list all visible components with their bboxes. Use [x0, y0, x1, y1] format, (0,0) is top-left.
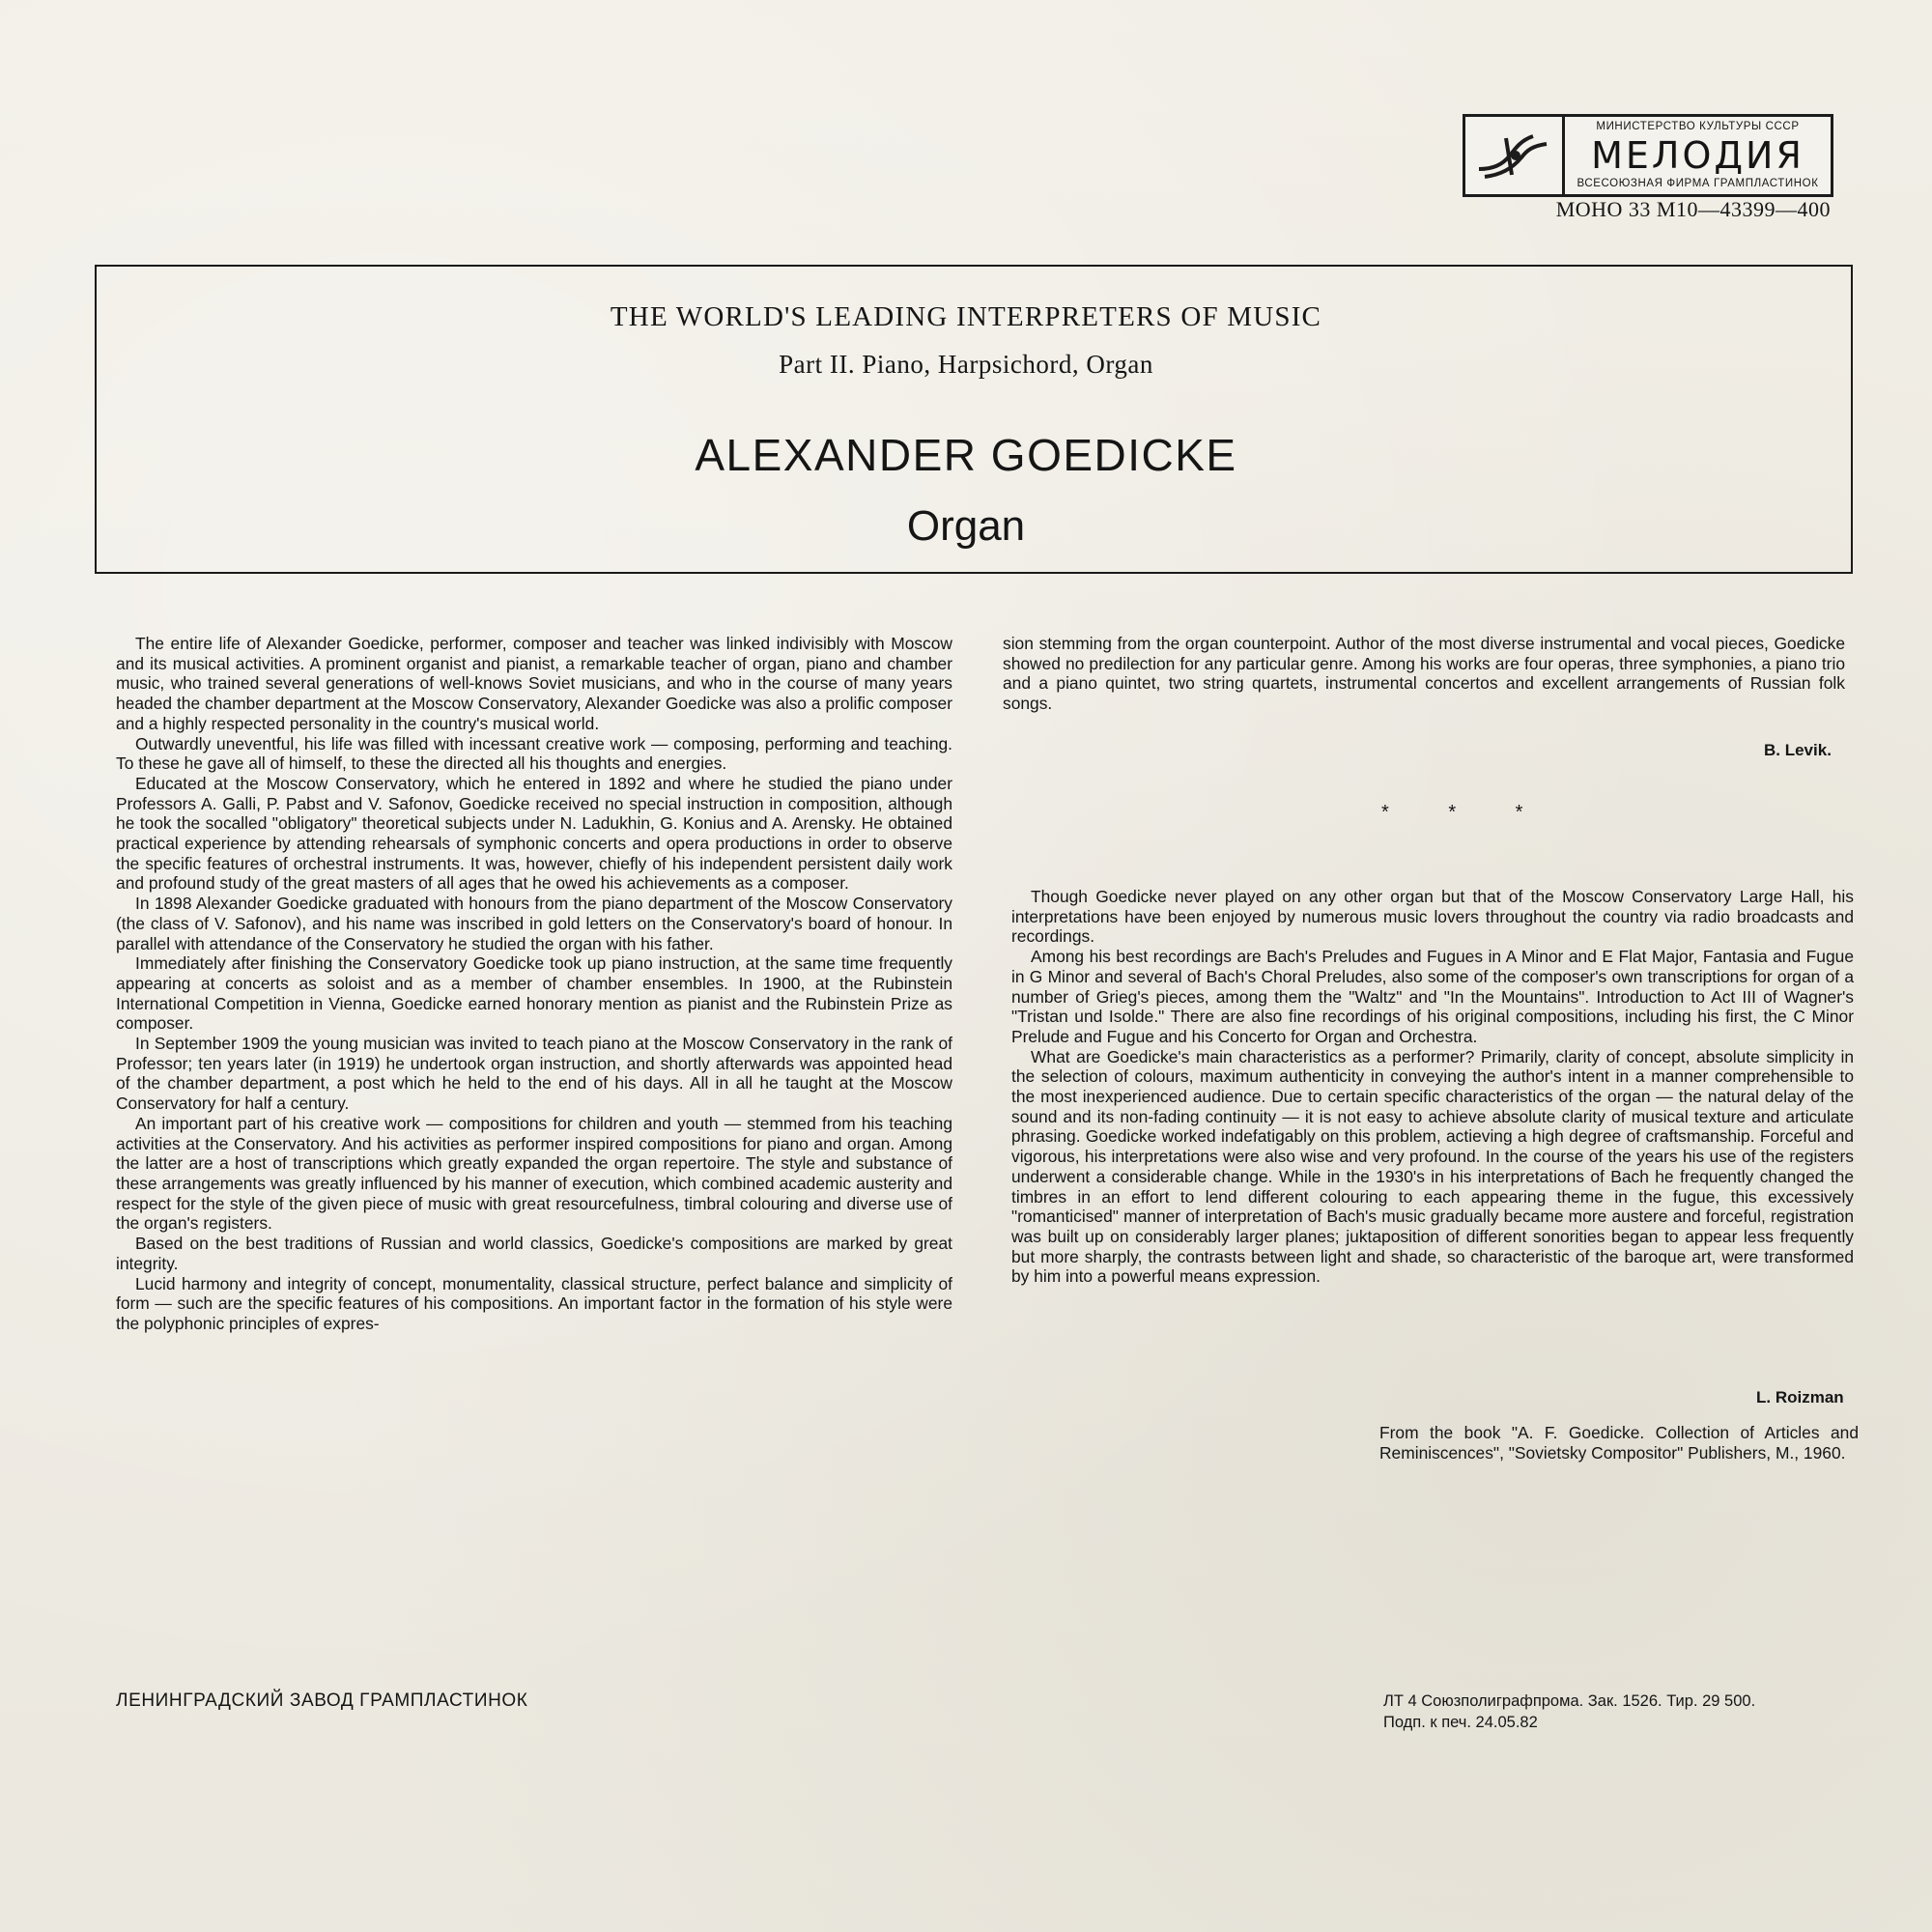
signature-levik: B. Levik. — [1764, 741, 1832, 759]
essay-paragraph: Educated at the Moscow Conservatory, which he entered in 1892 and where he studied the piano under Professors A. Galli, P. Pabst and V. Safonov, Goedicke received no special instruction in composition, although he took the socalled "obligatory" theoretical subjects under N. Ladukhin, G. Konius and A. Arensky. He obtained practical experience by attending rehearsals of symphonic concerts and opera productions in order to observe the specific features of orchestral instruments. It was, however, chiefly of his independent persistent daily work and profound study of the great masters of all ages that he owed his achievements as a composer. — [116, 773, 952, 894]
print-info-line: Подп. к печ. 24.05.82 — [1383, 1714, 1538, 1731]
melodiya-logo — [1463, 114, 1833, 197]
pressing-plant: ЛЕНИНГРАДСКИЙ ЗАВОД ГРАМПЛАСТИНОК — [116, 1690, 528, 1711]
section-separator: * * * — [1381, 802, 1550, 823]
essay-paragraph: Among his best recordings are Bach's Preludes and Fugues in A Minor and E Flat Major, Fantasia and Fugue in G Minor and several of Bach's Choral Preludes, also some of the composer's own transcriptions for organ of a number of Grieg's pieces, among them the "Waltz" and "In the Mountains". Introduction to Act III of Wagner's "Tristan und Isolde." There are also fine recordings of his original compositions, including his first, the C Minor Prelude and Fugue and his Concerto for Organ and Orchestra. — [1011, 947, 1854, 1046]
essay-paragraph: In September 1909 the young musician was invited to teach piano at the Moscow Conservatory in the rank of Professor; ten years later (in 1919) he undertook organ instruction, and shortly afterwards was appointed head of the chamber department, a post which he held to the end of his days. All in all he taught at the Moscow Conservatory for half a century. — [116, 1034, 952, 1114]
artist-name: ALEXANDER GOEDICKE — [695, 430, 1237, 480]
instrument: Organ — [906, 502, 1026, 550]
label-ministry: МИНИСТЕРСТВО КУЛЬТУРЫ СССР — [1596, 121, 1800, 132]
essay-paragraph: Immediately after finishing the Conservatory Goedicke took up piano instruction, at the same time frequently appearing at concerts as soloist and as a member of chamber ensembles. In 1900, at the Rubinstein International Competition in Vienna, Goedicke earned honorary mention as pianist and the Rubinstein Prize as composer. — [116, 953, 952, 1034]
essay-paragraph: Lucid harmony and integrity of concept, monumentality, classical structure, perfect balance and simplicity of form — such are the specific features of his compositions. An important factor in the formation of his style were the polyphonic principles of expres- — [116, 1273, 952, 1333]
catalog-number: МОНО 33 М10—43399—400 — [1555, 197, 1831, 221]
signature-roizman: L. Roizman — [1756, 1388, 1844, 1406]
essay-paragraph: The entire life of Alexander Goedicke, performer, composer and teacher was linked indivisibly with Moscow and its musical activities. A prominent organist and pianist, a remarkable teacher of organ, piano and chamber music, who trained several generations of well-knows Soviet musicians, and who in the course of many years headed the chamber department at the Moscow Conservatory, Alexander Goedicke was also a prolific composer and a highly respected personality in the country's musical world. — [116, 634, 952, 733]
essay-paragraph: An important part of his creative work — compositions for children and youth — stemmed from his teaching activities at the Conservatory. And his activities as performer inspired compositions for piano and organ. Among the latter are a host of transcriptions which greatly expanded the organ repertoire. The style and substance of these arrangements was greatly influenced by his manner of execution, which combined academic austerity and respect for the style of the given piece of music with great resourcefulness, timbral colouring and diverse use of the organ's registers. — [116, 1113, 952, 1234]
print-info-line: ЛТ 4 Союзполиграфпрома. Зак. 1526. Тир. 29 500. — [1383, 1692, 1756, 1710]
essay-paragraph: What are Goedicke's main characteristics as a performer? Primarily, clarity of concept, absolute simplicity in the selection of colours, maximum authenticity in conveying the author's intent in a manner comprehensible to the most inexperienced audience. Due to certain specific characteristics of the organ — the natural delay of the sound and its non-fading continuity — it is not easy to achieve absolute clarity of musical texture and articulate phrasing. Goedicke worked indefatigably on this problem, actieving a high degree of craftsmanship. Forceful and vigorous, his interpretations were also wise and very profound. In the course of the years his use of the registers underwent a considerable change. While in the 1930's in his interpretations of Bach he frequently changed the timbres in an effort to lend different colouring to each appearing theme in the fugue, this excessively "romanticised" manner of interpretation of Bach's music gradually became more austere and forceful, registration was built up on considerably larger planes; juktaposition of different sonorities began to appear less frequently but more sharply, the contrasts between light and shade, so characteristic of the baroque art, were transformed by him into a powerful means expression. — [1011, 1046, 1854, 1287]
print-info — [1383, 1690, 1755, 1733]
essay-levik-column — [116, 634, 952, 1334]
series-part: Part II. Piano, Harpsichord, Organ — [779, 350, 1153, 379]
essay-paragraph: Outwardly uneventful, his life was filled with incessant creative work — composing, performing and teaching. To these he gave all of himself, to these the directed all his thoughts and energies. — [116, 733, 952, 774]
essay-paragraph: Based on the best traditions of Russian and world classics, Goedicke's compositions are marked by great integrity. — [116, 1234, 952, 1273]
label-brand: МЕЛОДИЯ — [1591, 134, 1804, 177]
series-title: THE WORLD'S LEADING INTERPRETERS OF MUSIC — [610, 301, 1322, 332]
source-citation: From the book "A. F. Goedicke. Collection of Articles and Reminiscences", "Sovietsky Compositor" Publishers, M., 1960. — [1379, 1423, 1859, 1463]
essay-paragraph: sion stemming from the organ counterpoint. Author of the most diverse instrumental and vocal pieces, Goedicke showed no predilection for any particular genre. Among his works are four operas, three symphonies, a piano trio and a piano quintet, two string quartets, instrumental concertos and excellent arrangements of Russian folk songs. — [1003, 634, 1845, 714]
label-firm: ВСЕСОЮЗНАЯ ФИРМА ГРАМПЛАСТИНОК — [1577, 178, 1819, 189]
essay-roizman-column — [1011, 887, 1854, 1287]
essay-paragraph: In 1898 Alexander Goedicke graduated with honours from the piano department of the Moscow Conservatory (the class of V. Safonov), and his name was inscribed in gold letters on the Conservatory's board of honour. In parallel with attendance of the Conservatory he studied the organ with his father. — [116, 894, 952, 953]
essay-levik-continuation — [1003, 634, 1845, 714]
essay-paragraph: Though Goedicke never played on any other organ but that of the Moscow Conservatory Large Hall, his interpretations have been enjoyed by numerous music lovers throughout the country via radio broadcasts and recordings. — [1011, 887, 1854, 947]
melodiya-emblem-icon — [1465, 117, 1565, 194]
